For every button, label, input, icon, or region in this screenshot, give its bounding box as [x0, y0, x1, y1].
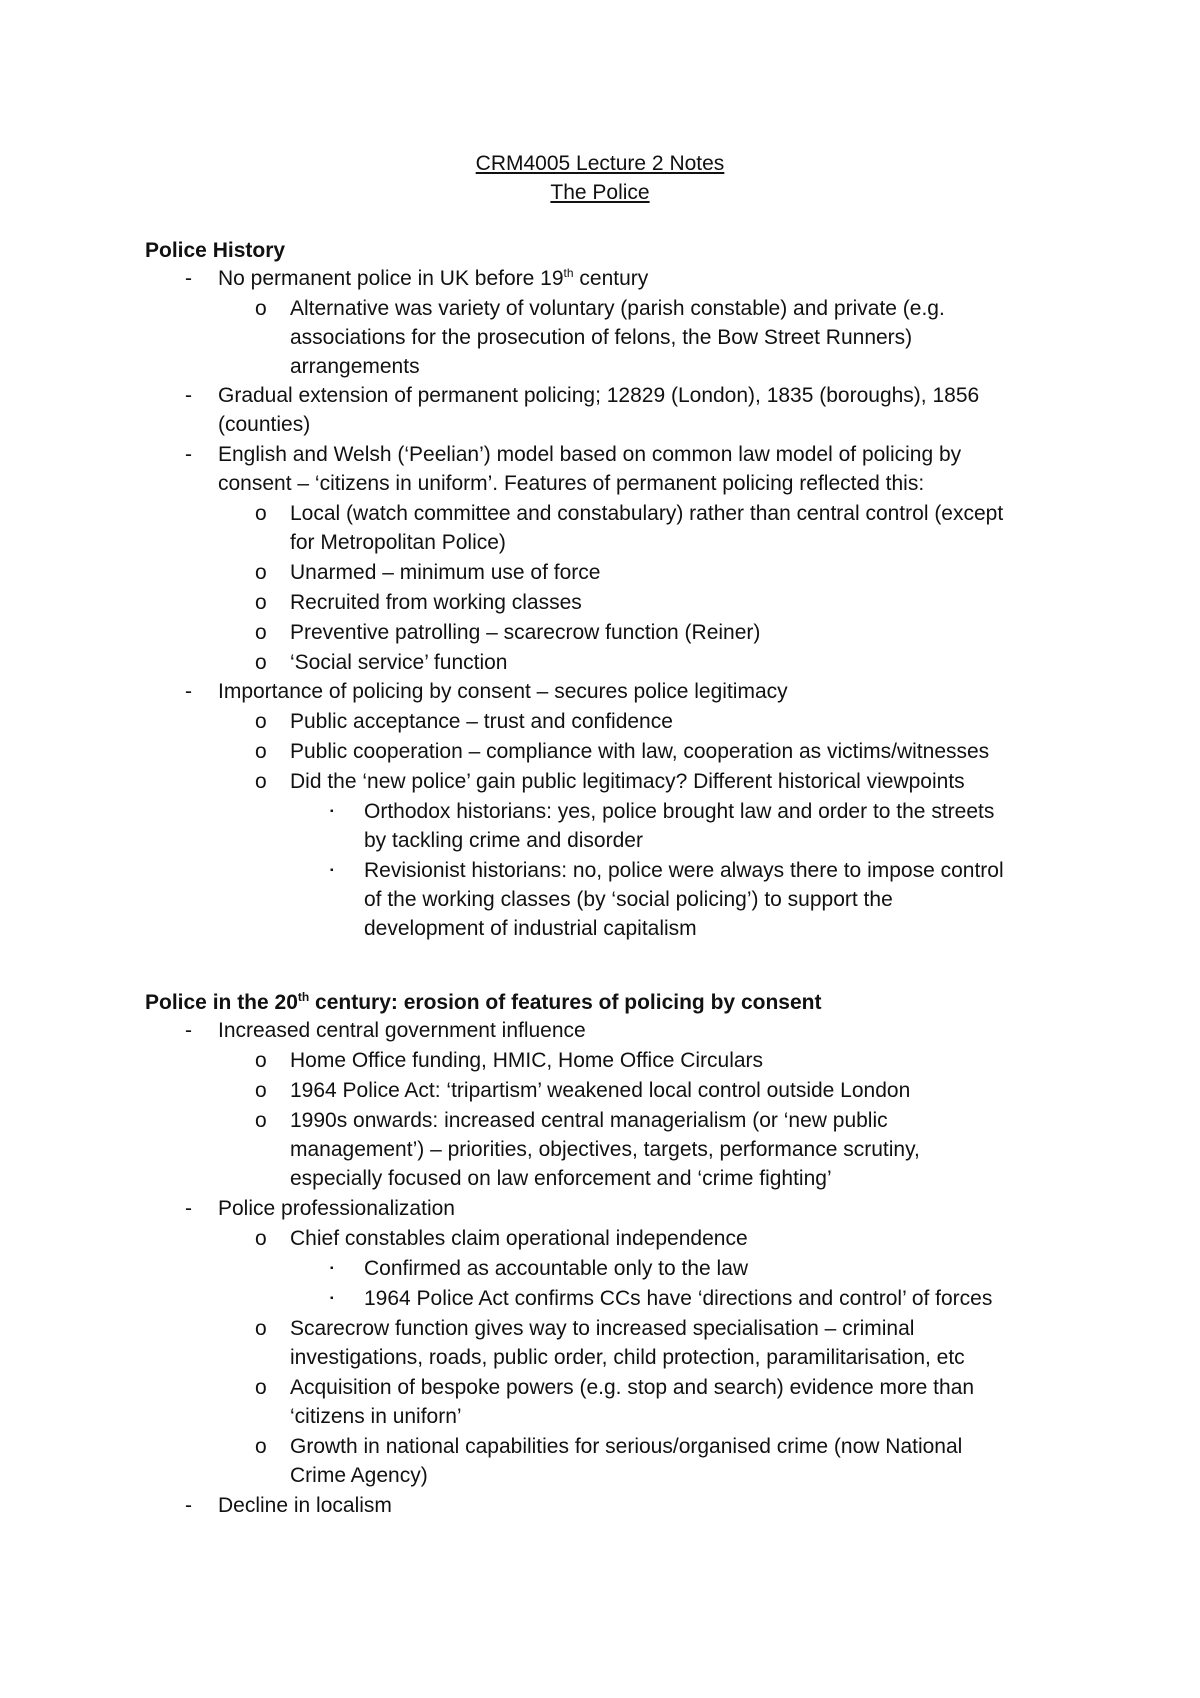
circle-bullet: o — [255, 1317, 267, 1340]
circle-bullet: o — [255, 1435, 267, 1458]
dash-bullet: - — [185, 1494, 192, 1517]
list-item: Unarmed – minimum use of force — [290, 561, 601, 584]
list-item — [218, 264, 648, 294]
circle-bullet: o — [255, 1079, 267, 1102]
list-item-continuation: development of industrial capitalism — [364, 917, 697, 940]
list-item-continuation: for Metropolitan Police) — [290, 531, 506, 554]
square-bullet: ▪ — [330, 1263, 334, 1274]
list-item-continuation: especially focused on law enforcement and ‘crime fighting’ — [290, 1167, 832, 1190]
superscript: th — [297, 990, 310, 1004]
dash-bullet: - — [185, 267, 192, 290]
circle-bullet: o — [255, 502, 267, 525]
list-item: Orthodox historians: yes, police brought law and order to the streets — [364, 800, 995, 823]
list-item-continuation: (counties) — [218, 413, 311, 436]
list-item: Alternative was variety of voluntary (parish constable) and private (e.g. — [290, 297, 945, 320]
list-item: Recruited from working classes — [290, 591, 582, 614]
list-item: Public acceptance – trust and confidence — [290, 710, 673, 733]
dash-bullet: - — [185, 443, 192, 466]
list-item: 1990s onwards: increased central managerialism (or ‘new public — [290, 1109, 888, 1132]
circle-bullet: o — [255, 621, 267, 644]
section-heading-20th-century — [145, 988, 821, 1018]
dash-bullet: - — [185, 384, 192, 407]
dash-bullet: - — [185, 1197, 192, 1220]
circle-bullet: o — [255, 561, 267, 584]
heading-text: Police in the 20 — [145, 991, 298, 1014]
list-item-continuation: ‘citizens in uniforn’ — [290, 1405, 462, 1428]
list-item: Increased central government influence — [218, 1019, 586, 1042]
item-text: century — [573, 267, 649, 290]
list-item-continuation: investigations, roads, public order, child protection, paramilitarisation, etc — [290, 1346, 965, 1369]
item-text: No permanent police in UK before 19 — [218, 267, 564, 290]
list-item-continuation: Crime Agency) — [290, 1464, 428, 1487]
circle-bullet: o — [255, 1049, 267, 1072]
list-item: Home Office funding, HMIC, Home Office Circulars — [290, 1049, 764, 1072]
list-item: Preventive patrolling – scarecrow function (Reiner) — [290, 621, 761, 644]
list-item: Revisionist historians: no, police were always there to impose control — [364, 859, 1004, 882]
circle-bullet: o — [255, 651, 267, 674]
list-item: ‘Social service’ function — [290, 651, 508, 674]
heading-text: century: erosion of features of policing by consent — [309, 991, 822, 1014]
list-item: Public cooperation – compliance with law, cooperation as victims/witnesses — [290, 740, 990, 763]
list-item: English and Welsh (‘Peelian’) model based on common law model of policing by — [218, 443, 962, 466]
circle-bullet: o — [255, 740, 267, 763]
list-item-continuation: of the working classes (by ‘social policing’) to support the — [364, 888, 893, 911]
list-item: Confirmed as accountable only to the law — [364, 1257, 749, 1280]
list-item: Growth in national capabilities for serious/organised crime (now National — [290, 1435, 963, 1458]
list-item: Decline in localism — [218, 1494, 392, 1517]
section-heading-police-history: Police History — [145, 239, 286, 262]
square-bullet: ▪ — [330, 806, 334, 817]
circle-bullet: o — [255, 770, 267, 793]
list-item: Chief constables claim operational independence — [290, 1227, 748, 1250]
list-item: Did the ‘new police’ gain public legitimacy? Different historical viewpoints — [290, 770, 965, 793]
page-subtitle: The Police — [550, 181, 650, 204]
list-item: 1964 Police Act: ‘tripartism’ weakened local control outside London — [290, 1079, 911, 1102]
dash-bullet: - — [185, 1019, 192, 1042]
list-item: 1964 Police Act confirms CCs have ‘directions and control’ of forces — [364, 1287, 993, 1310]
list-item: Gradual extension of permanent policing; 12829 (London), 1835 (boroughs), 1856 — [218, 384, 980, 407]
list-item: Police professionalization — [218, 1197, 455, 1220]
list-item-continuation: consent – ‘citizens in uniform’. Features of permanent policing reflected this: — [218, 472, 925, 495]
circle-bullet: o — [255, 1109, 267, 1132]
list-item-continuation: management’) – priorities, objectives, targets, performance scrutiny, — [290, 1138, 920, 1161]
list-item: Scarecrow function gives way to increased specialisation – criminal — [290, 1317, 915, 1340]
list-item: Importance of policing by consent – secures police legitimacy — [218, 680, 788, 703]
square-bullet: ▪ — [330, 1293, 334, 1304]
list-item-continuation: associations for the prosecution of felons, the Bow Street Runners) — [290, 326, 913, 349]
page-title: CRM4005 Lecture 2 Notes — [475, 152, 725, 175]
list-item-continuation: arrangements — [290, 355, 420, 378]
square-bullet: ▪ — [330, 865, 334, 876]
circle-bullet: o — [255, 1227, 267, 1250]
dash-bullet: - — [185, 680, 192, 703]
list-item: Acquisition of bespoke powers (e.g. stop and search) evidence more than — [290, 1376, 975, 1399]
circle-bullet: o — [255, 710, 267, 733]
list-item-continuation: by tackling crime and disorder — [364, 829, 643, 852]
list-item: Local (watch committee and constabulary) rather than central control (except — [290, 502, 1004, 525]
superscript: th — [563, 266, 574, 280]
circle-bullet: o — [255, 297, 267, 320]
circle-bullet: o — [255, 1376, 267, 1399]
circle-bullet: o — [255, 591, 267, 614]
